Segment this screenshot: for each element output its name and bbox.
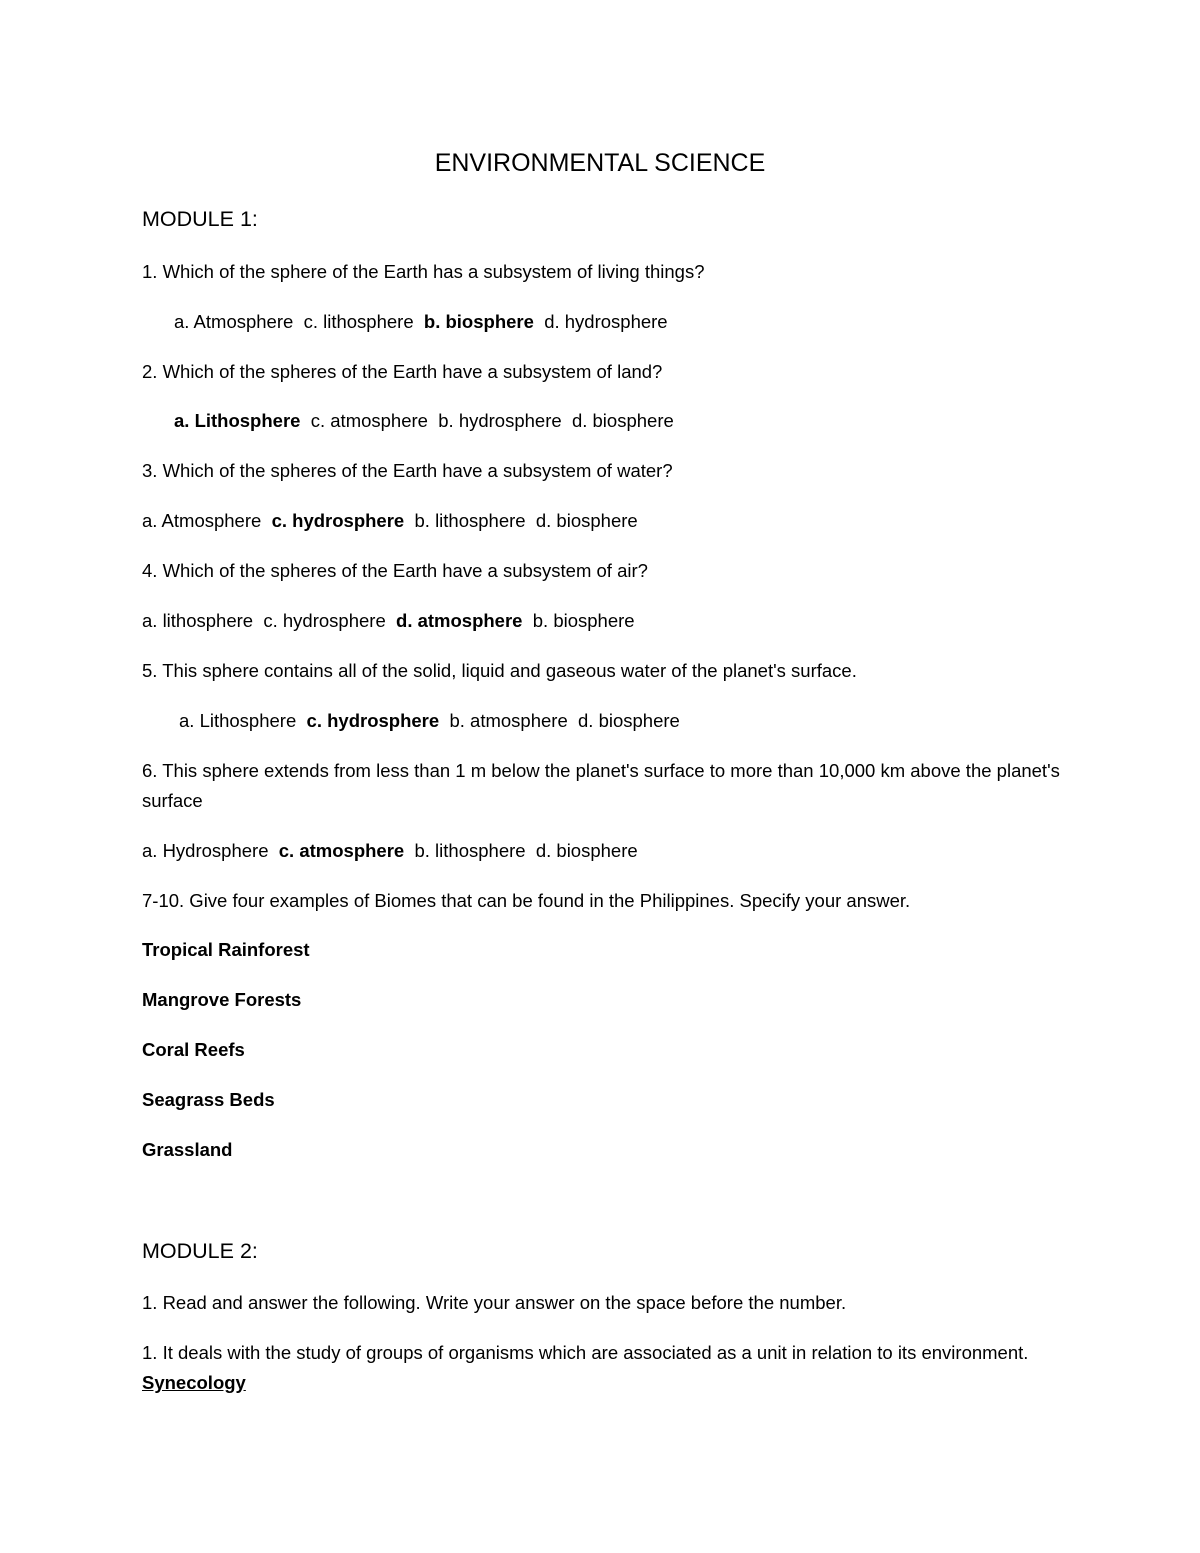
correct-answer: d. atmosphere <box>396 610 523 631</box>
choice: c. atmosphere <box>310 410 428 431</box>
question-3-choices <box>142 506 638 536</box>
correct-answer: c. hydrosphere <box>306 710 440 731</box>
module-2-item-1 <box>142 1338 1062 1398</box>
correct-answer: c. hydrosphere <box>271 510 405 531</box>
choice: c. lithosphere <box>303 311 414 332</box>
document-title: ENVIRONMENTAL SCIENCE <box>434 149 766 177</box>
question-2: 2. Which of the spheres of the Earth have a subsystem of land? <box>142 361 663 382</box>
biome-answer: Mangrove Forests <box>142 989 302 1010</box>
question-7-10: 7-10. Give four examples of Biomes that can be found in the Philippines. Specify your answer. <box>142 890 911 911</box>
question-2-choices <box>174 406 674 436</box>
module-2-instruction: 1. Read and answer the following. Write your answer on the space before the number. <box>142 1292 847 1313</box>
correct-answer: c. atmosphere <box>278 840 405 861</box>
choice: d. biosphere <box>535 510 638 531</box>
item-1-answer: Synecology <box>142 1372 246 1393</box>
choice: b. lithosphere <box>414 840 526 861</box>
choice: b. lithosphere <box>414 510 526 531</box>
biome-answer: Grassland <box>142 1139 233 1160</box>
question-6: 6. This sphere extends from less than 1 m below the planet's surface to more than 10,000 km above the planet's surface <box>142 760 1060 811</box>
biome-answer: Seagrass Beds <box>142 1089 275 1110</box>
choice: b. hydrosphere <box>438 410 562 431</box>
question-1: 1. Which of the sphere of the Earth has a subsystem of living things? <box>142 261 705 282</box>
correct-answer: b. biosphere <box>423 311 534 332</box>
module-1-heading: MODULE 1: <box>142 207 258 231</box>
choice: d. biosphere <box>535 840 638 861</box>
item-1-text: 1. It deals with the study of groups of organisms which are associated as a unit in relation to its environment. <box>142 1342 1029 1363</box>
question-6-choices <box>142 836 638 866</box>
module-2-heading: MODULE 2: <box>142 1239 258 1263</box>
question-5: 5. This sphere contains all of the solid, liquid and gaseous water of the planet's surface. <box>142 660 857 681</box>
choice: b. biosphere <box>532 610 635 631</box>
choice: b. atmosphere <box>449 710 568 731</box>
biome-answer: Tropical Rainforest <box>142 939 310 960</box>
question-1-choices <box>174 307 668 337</box>
question-5-choices <box>179 706 680 736</box>
question-3: 3. Which of the spheres of the Earth have a subsystem of water? <box>142 460 673 481</box>
choice: c. hydrosphere <box>263 610 386 631</box>
choice: a. lithosphere <box>142 610 254 631</box>
question-4: 4. Which of the spheres of the Earth have a subsystem of air? <box>142 560 648 581</box>
choice: a. Atmosphere <box>174 311 294 332</box>
choice: d. biosphere <box>578 710 680 731</box>
choice: a. Hydrosphere <box>142 840 269 861</box>
choice: a. Atmosphere <box>142 510 262 531</box>
question-4-choices <box>142 606 635 636</box>
biome-answer: Coral Reefs <box>142 1039 245 1060</box>
choice: d. hydrosphere <box>544 311 668 332</box>
correct-answer: a. Lithosphere <box>174 410 301 431</box>
choice: a. Lithosphere <box>179 710 297 731</box>
choice: d. biosphere <box>571 410 674 431</box>
